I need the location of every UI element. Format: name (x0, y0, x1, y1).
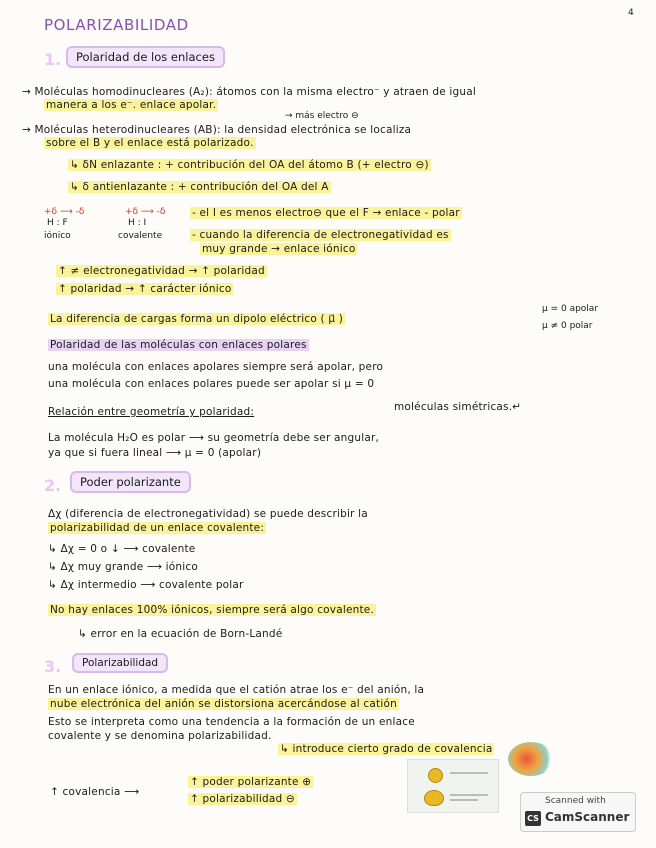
line-diferencia (190, 229, 451, 241)
line-enlazante (68, 159, 431, 171)
section-3-heading: Polarizabilidad (72, 653, 168, 673)
line-mas-electro: → más electro ⊖ (285, 111, 359, 121)
line-electronegatividad (56, 265, 267, 277)
mu-nonzero-polar: μ ≠ 0 polar (542, 321, 593, 331)
highlight: ↑ polarizabilidad ⊖ (190, 793, 295, 805)
line-denomina: covalente y se denomina polarizabilidad. (48, 730, 272, 742)
line-simetricas: moléculas simétricas.↵ (394, 401, 522, 413)
highlight: ↳ δ antienlazante : + contribución del OA del A (70, 181, 329, 193)
line-heterodinucleares: → Moléculas heterodinucleares (AB): la densidad electrónica se localiza (22, 124, 412, 136)
line-polarizado (44, 137, 256, 149)
highlight: ↑ poder polarizante ⊕ (190, 776, 312, 788)
line-homodinucleares: → Moléculas homodinucleares (A₂): átomos con la misma electro⁻ y atraen de igual (22, 86, 477, 98)
line-no-100 (48, 604, 376, 616)
line-apolar (44, 99, 218, 111)
line-apolares: una molécula con enlaces apolares siempre será apolar, pero (48, 361, 384, 373)
highlight: muy grande → enlace iónico (202, 243, 356, 255)
line-covalente: ↳ Δχ = 0 o ↓ ⟶ covalente (48, 543, 196, 555)
line-antienlazante (68, 181, 331, 193)
highlight: polarizabilidad de un enlace covalente: (50, 522, 265, 534)
section-2-heading: Poder polarizante (70, 471, 191, 493)
hf-charges: +δ ⟶ -δ (44, 207, 85, 217)
line-h2o: La molécula H₂O es polar ⟶ su geometría debe ser angular, (48, 432, 380, 444)
camscanner-line1: Scanned with (545, 796, 606, 806)
anion-sphere (424, 790, 444, 806)
highlight: Polaridad de las moléculas con enlaces polares (50, 339, 307, 351)
highlight: ↑ ≠ electronegatividad → ↑ polaridad (58, 265, 265, 277)
line-ionico: ↳ Δχ muy grande ⟶ iónico (48, 561, 198, 573)
section-2-number: 2. (44, 476, 62, 495)
line-caracter-ionico (56, 283, 233, 295)
color-blob-decoration (508, 742, 554, 776)
line-born-lande: ↳ error en la ecuación de Born-Landé (78, 628, 283, 640)
line-muy-grande (200, 243, 357, 255)
hf-label: iónico (44, 231, 71, 241)
highlight: nube electrónica del anión se distorsiona acercándose al catión (50, 698, 397, 710)
subheading-polaridad-moleculas (48, 339, 309, 351)
highlight: sobre el B y el enlace está polarizado. (46, 137, 254, 149)
line-delta-x: Δχ (diferencia de electronegatividad) se puede describir la (48, 508, 368, 520)
line-nube (48, 698, 399, 710)
highlight: ↳ introduce cierto grado de covalencia (280, 743, 493, 755)
line-polares: una molécula con enlaces polares puede ser apolar si μ = 0 (48, 378, 375, 390)
line-dipolo (48, 313, 345, 325)
line-tendencia: Esto se interpreta como una tendencia a la formación de un enlace (48, 716, 415, 728)
caption-line (450, 772, 488, 774)
polarization-diagram-image (407, 759, 499, 813)
line-polarizabilidad (188, 793, 297, 805)
line-covalente-polar: ↳ Δχ intermedio ⟶ covalente polar (48, 579, 244, 591)
line-polarizabilidad-covalente (48, 522, 266, 534)
highlight: ↳ δN enlazante : + contribución del OA del átomo B (+ electro ⊖) (70, 159, 429, 171)
camscanner-logo-icon: CS (525, 811, 541, 826)
highlight: - el I es menos electro⊖ que el F → enlace - polar (192, 207, 460, 219)
line-up-covalencia: ↑ covalencia ⟶ (50, 786, 140, 798)
highlight: ↑ polaridad → ↑ carácter iónico (58, 283, 232, 295)
highlight: - cuando la diferencia de electronegatividad es (192, 229, 449, 241)
line-menos-electro (190, 207, 462, 219)
highlight: manera a los e⁻. enlace apolar. (46, 99, 217, 111)
page-title: POLARIZABILIDAD (44, 16, 189, 34)
line-lineal: ya que si fuera lineal ⟶ μ = 0 (apolar) (48, 447, 262, 459)
page-number: 4 (628, 8, 634, 18)
subheading-geometria: Relación entre geometría y polaridad: (48, 406, 255, 418)
section-1-heading: Polaridad de los enlaces (66, 46, 225, 68)
hf-formula: H : F (47, 218, 68, 228)
cation-sphere (428, 768, 443, 783)
highlight: La diferencia de cargas forma un dipolo eléctrico ( μ⃗ ) (50, 313, 344, 325)
section-1-number: 1. (44, 50, 62, 69)
caption-line (450, 799, 478, 801)
hi-formula: H : I (128, 218, 147, 228)
line-poder-polarizante (188, 776, 313, 788)
camscanner-line2: CamScanner (545, 810, 630, 824)
line-enlace-ionico: En un enlace iónico, a medida que el catión atrae los e⁻ del anión, la (48, 684, 425, 696)
section-3-number: 3. (44, 657, 62, 676)
highlight: No hay enlaces 100% iónicos, siempre será algo covalente. (50, 604, 374, 616)
caption-line (450, 794, 488, 796)
camscanner-badge (520, 792, 636, 832)
hi-charges: +δ ⟶ -δ (125, 207, 166, 217)
hi-label: covalente (118, 231, 163, 241)
line-covalencia (278, 743, 494, 755)
mu-zero-apolar: μ = 0 apolar (542, 304, 599, 314)
